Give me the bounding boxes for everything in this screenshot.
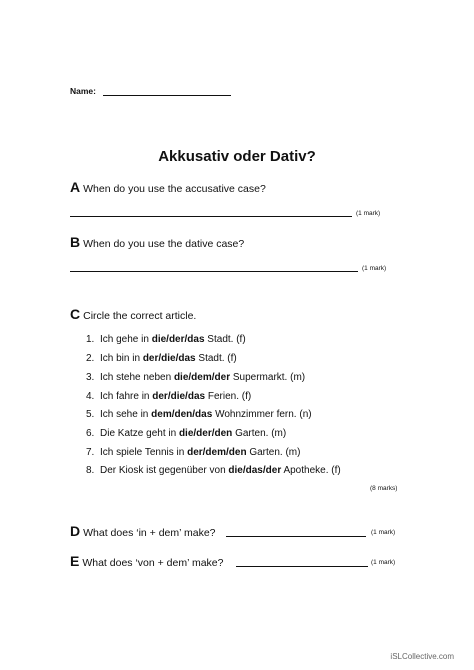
question-b-text: When do you use the dative case? [83,238,245,250]
mark-c: (8 marks) [370,485,398,492]
list-item [86,409,312,420]
answer-line-b[interactable] [70,271,358,272]
question-d [70,523,216,539]
item-pre: Ich sehe in [100,409,152,420]
article-options[interactable]: dem/den/das [151,409,213,420]
item-number: 8. [86,465,95,476]
item-post: Supermarkt. (m) [230,372,306,383]
question-c [70,306,196,322]
item-number: 5. [86,409,95,420]
footer-watermark: iSLCollective.com [390,652,454,661]
article-options[interactable]: die/der/das [151,334,205,345]
article-options[interactable]: die/der/den [178,428,233,439]
question-e-text: What does ‘von + dem’ make? [82,557,224,569]
article-options[interactable]: die/dem/der [173,372,231,383]
item-pre: Ich stehe neben [100,372,174,383]
item-number: 1. [86,334,95,345]
question-c-text: Circle the correct article. [83,310,197,322]
list-item [86,372,305,383]
item-pre: Ich gehe in [100,334,152,345]
item-post: Wohnzimmer fern. (n) [212,409,312,420]
article-options[interactable]: der/die/das [152,391,206,402]
item-pre: Die Katze geht in [100,428,179,439]
item-pre: Ich spiele Tennis in [100,447,188,458]
item-post: Stadt. (f) [204,334,246,345]
mark-d: (1 mark) [371,529,396,536]
item-post: Garten. (m) [232,428,287,439]
question-b-letter: B [70,234,81,250]
answer-line-e[interactable] [236,566,368,567]
item-post: Garten. (m) [246,447,301,458]
item-number: 4. [86,391,95,402]
list-item [86,447,300,458]
mark-e: (1 mark) [371,559,396,566]
name-answer-line[interactable] [103,95,231,96]
list-item [86,353,237,364]
item-number: 6. [86,428,95,439]
name-label: Name: [70,86,96,96]
question-e [70,553,223,569]
item-pre: Ich fahre in [100,391,153,402]
item-number: 7. [86,447,95,458]
answer-line-a[interactable] [70,216,352,217]
list-item [86,391,251,402]
question-d-text: What does ‘in + dem’ make? [83,527,216,539]
question-b [70,234,244,250]
item-post: Apotheke. (f) [281,465,341,476]
question-e-letter: E [70,553,80,569]
question-d-letter: D [70,523,81,539]
question-a [70,179,266,195]
item-pre: Der Kiosk ist gegenüber von [100,465,229,476]
answer-line-d[interactable] [226,536,366,537]
item-post: Ferien. (f) [205,391,252,402]
question-a-text: When do you use the accusative case? [83,183,266,195]
list-item [86,428,286,439]
item-number: 3. [86,372,95,383]
item-pre: Ich bin in [100,353,143,364]
item-post: Stadt. (f) [195,353,237,364]
article-options[interactable]: der/dem/den [187,447,247,458]
list-item [86,465,341,476]
item-number: 2. [86,353,95,364]
article-options[interactable]: der/die/das [142,353,196,364]
page-title: Akkusativ oder Dativ? [158,148,316,165]
mark-b: (1 mark) [362,265,387,272]
question-c-letter: C [70,306,81,322]
mark-a: (1 mark) [356,210,381,217]
article-options[interactable]: die/das/der [228,465,282,476]
list-item [86,334,246,345]
question-a-letter: A [70,179,81,195]
